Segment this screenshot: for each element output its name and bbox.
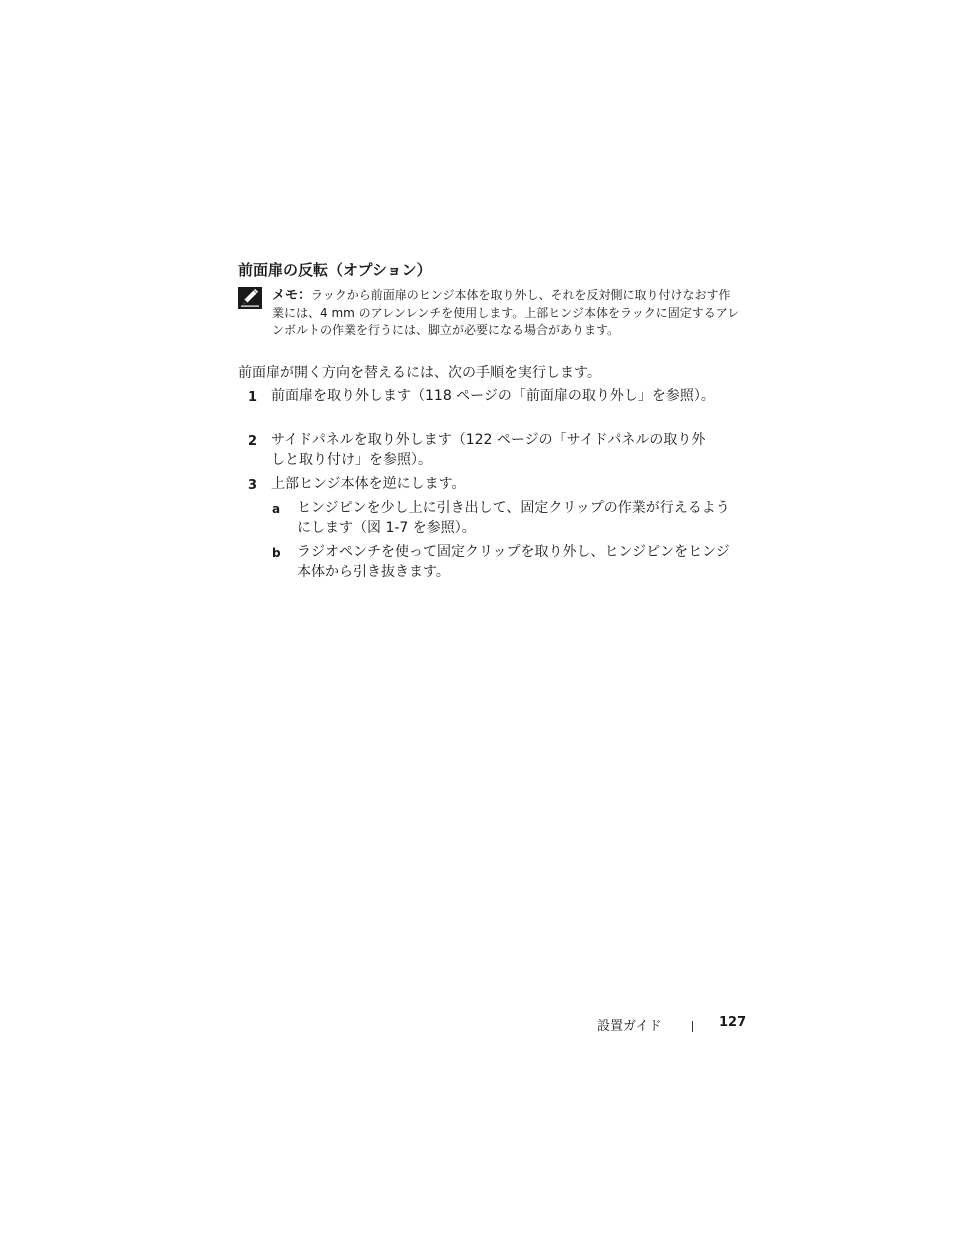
pencil-note-icon [238,287,262,309]
intro-text: 前面扉が開く方向を替えるには、次の手順を実行します。 [238,365,601,381]
substep-letter: a [272,502,281,516]
footer-separator [692,1021,693,1032]
note-text [272,287,740,340]
page-number: 127 [719,1015,747,1030]
footer-title: 設置ガイド [597,1019,662,1034]
substep-letter: b [272,546,281,560]
note-label: メモ： [272,288,312,303]
substep-text: ラジオペンチを使って固定クリップを取り外し、ヒンジピンをヒンジ本体から引き抜きます。 [297,544,730,580]
section-title: 前面扉の反転（オプション） [238,261,432,279]
substep-text: ヒンジピンを少し上に引き出して、固定クリップの作業が行えるようにします（図 1-7 を参照）。 [297,500,730,536]
step-text: 前面扉を取り外します（118 ページの「前面扉の取り外し」を参照）。 [271,388,715,404]
step-text: サイドパネルを取り外します（122 ページの「サイドパネルの取り外しと取り付け」を参照）。 [271,432,706,468]
step-text: 上部ヒンジ本体を逆にします。 [271,476,466,492]
note-body: ラックから前面扉のヒンジ本体を取り外し、それを反対側に取り付けなおす作業には、4 mm のアレンレンチを使用します。上部ヒンジ本体をラックに固定するアレンボルトの作業を行うには、脚立が必要になる場合があります。 [272,288,740,337]
step-number: 3 [248,478,258,493]
page-footer [597,1015,747,1035]
step-number: 2 [248,434,258,449]
step-number: 1 [248,390,258,405]
